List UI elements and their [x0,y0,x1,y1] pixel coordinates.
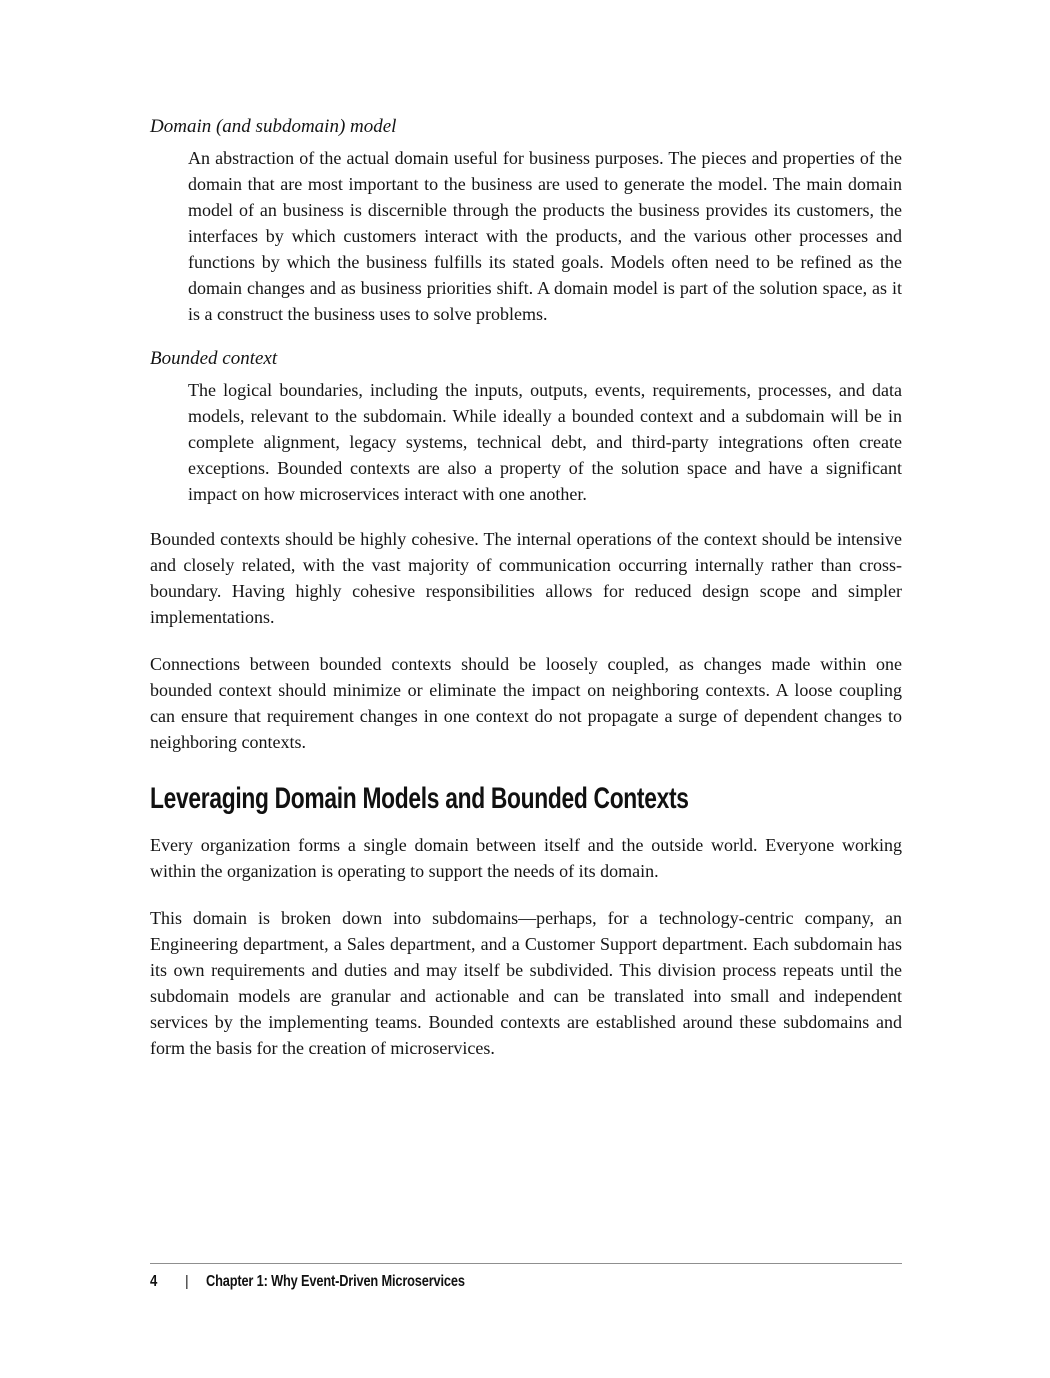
paragraph-loose-coupling: Connections between bounded contexts should be loosely coupled, as changes made within one bounded context should minimize or eliminate the impact on neighboring contexts. A loose coupling can ensure that requirement changes in one context do not propagate a surge of dependent changes to neighboring contexts. [150,654,902,752]
page-content [150,114,902,1082]
footer-separator: | [184,1273,189,1290]
page-number: 4 [150,1273,158,1290]
page-footer [150,1263,902,1291]
chapter-title: Chapter 1: Why Event-Driven Microservices [205,1273,465,1290]
definition-text-bounded-context: The logical boundaries, including the inputs, outputs, events, requirements, processes, and data models, relevant to the subdomain. While ideally a bounded context and a subdomain will be in complete alignment, legacy systems, technical debt, and third-party integrations often create exceptions. Bounded contexts are also a property of the solution space and have a significant impact on how microservices interact with one another. [188,380,902,504]
definition-text-domain-model: An abstraction of the actual domain useful for business purposes. The pieces and properties of the domain that are most important to the business are used to generate the model. The main domain model of an business is discernible through the products the business provides its customers, the interfaces by which customers interact with the products, and the various other processes and functions by which the business fulfills its stated goals. Models often need to be refined as the domain changes and as business priorities shift. A domain model is part of the solution space, as it is a construct the business uses to solve problems. [188,148,902,324]
definition-term-domain-model: Domain (and subdomain) model [150,116,397,137]
definition-term-bounded-context: Bounded context [150,348,278,369]
paragraph-organization-domain: Every organization forms a single domain between itself and the outside world. Everyone working within the organization is operating to support the needs of its domain. [150,835,902,881]
paragraph-cohesive: Bounded contexts should be highly cohesive. The internal operations of the context should be intensive and closely related, with the vast majority of communication occurring internally rather than cross-boundary. Having highly cohesive responsibilities allows for reduced design scope and simpler implementations. [150,529,902,627]
section-heading: Leveraging Domain Models and Bounded Contexts [150,782,689,815]
footer-line [150,1273,902,1291]
definition-list [150,114,902,507]
paragraph-subdomains: This domain is broken down into subdomains—perhaps, for a technology-centric company, an Engineering department, a Sales department, and a Customer Support department. Each subdomain has its own requirements and duties and may itself be subdivided. This division process repeats until the subdomain models are granular and actionable and can be translated into small and independent services by the implementing teams. Bounded contexts are established around these subdomains and form the basis for the creation of microservices. [150,908,902,1058]
